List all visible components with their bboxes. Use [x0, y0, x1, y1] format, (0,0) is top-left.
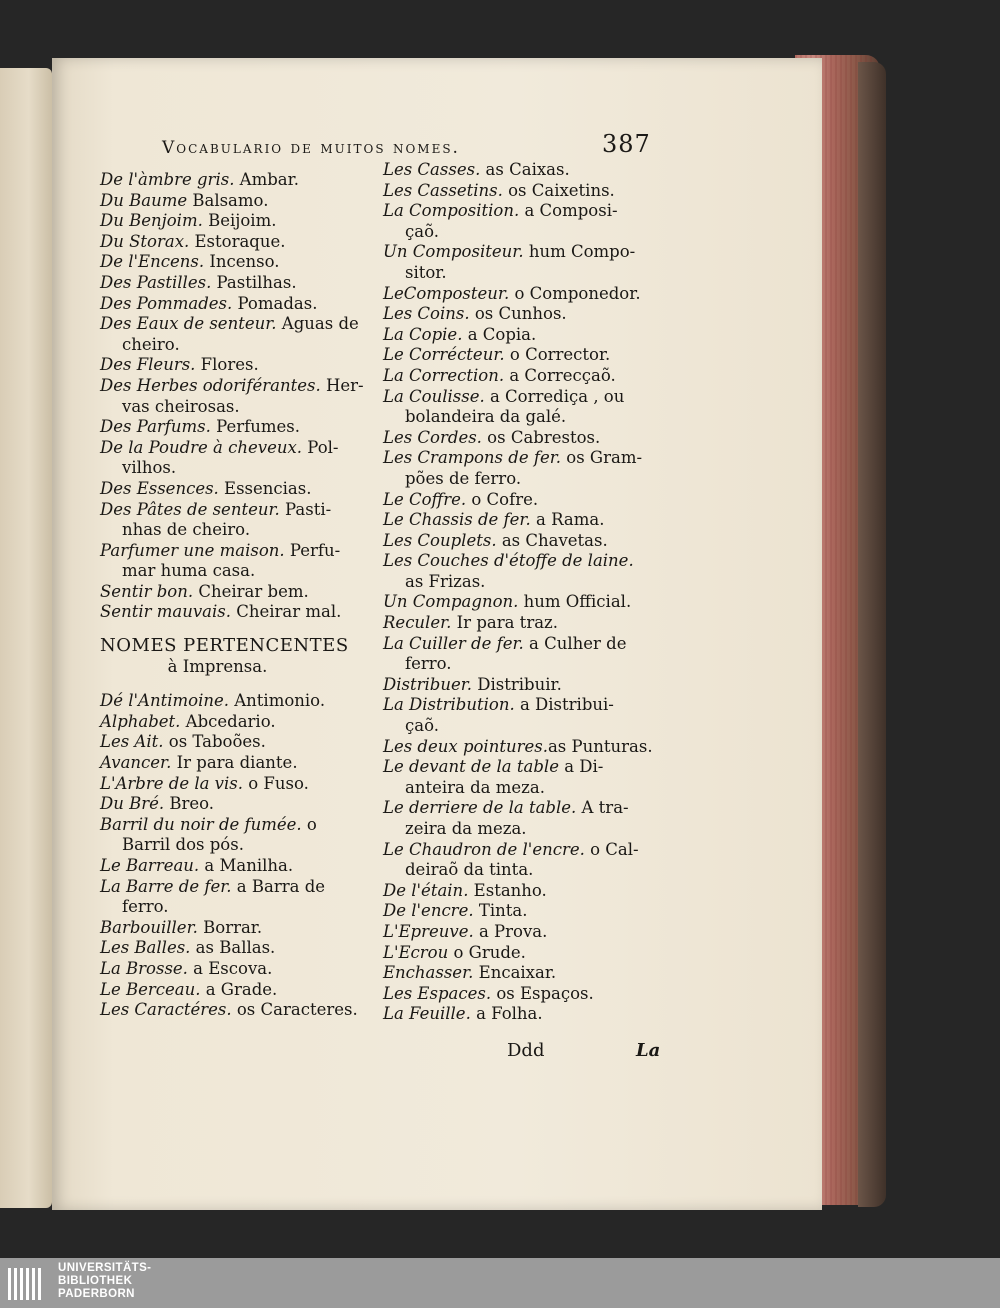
vocab-entry [100, 732, 375, 753]
french-term: Les Couches d'étoffe de laine. [383, 551, 634, 571]
french-term: La Distribution. [383, 695, 515, 715]
french-term: De l'àmbre gris. [100, 170, 235, 189]
vocab-entry [383, 201, 666, 242]
portuguese-term: as Ballas. [190, 938, 276, 958]
vocab-entry [383, 613, 666, 634]
french-term: L'Ecrou [383, 942, 449, 962]
french-term: Le Barreau. [100, 856, 200, 875]
french-term: Les Cordes. [383, 427, 482, 447]
portuguese-term: as Punturas. [547, 736, 653, 756]
vocab-entry [100, 376, 375, 417]
entry-continuation: pões de ferro. [405, 468, 522, 488]
vocab-entry [100, 856, 375, 877]
portuguese-term: as Chavetas. [496, 530, 608, 550]
vocab-entry [100, 1000, 375, 1021]
vocab-entry [383, 840, 666, 881]
portuguese-term: Estoraque. [189, 231, 286, 251]
portuguese-term: a Culher de [523, 633, 627, 653]
french-term: Le Chassis de fer. [383, 510, 531, 530]
right-entries [383, 160, 666, 1025]
portuguese-term: as Caixas. [480, 160, 570, 179]
portuguese-term: Breo. [164, 794, 215, 814]
portuguese-term: a Corrediça , ou [484, 386, 625, 406]
vocab-entry [383, 325, 666, 346]
portuguese-term: a Barra de [231, 876, 326, 896]
vocab-entry [383, 634, 666, 675]
portuguese-term: o Corrector. [504, 345, 611, 365]
vocab-entry [383, 798, 666, 839]
vocab-entry [100, 712, 375, 733]
entry-continuation: nhas de cheiro. [122, 520, 251, 540]
french-term: La Copie. [383, 324, 463, 344]
portuguese-term: Ir para traz. [451, 613, 558, 633]
french-term: La Barre de fer. [100, 876, 232, 896]
entry-continuation: sitor. [405, 262, 447, 282]
french-term: La Composition. [383, 201, 520, 221]
portuguese-term: a Grade. [200, 979, 278, 999]
french-term: Les Cassetins. [383, 180, 503, 200]
entry-continuation: vilhos. [122, 458, 177, 478]
portuguese-term: o Cofre. [466, 489, 539, 509]
vocab-entry [383, 675, 666, 696]
french-term: Le Berceau. [100, 979, 201, 999]
french-term: Les Casses. [383, 160, 481, 179]
vocab-entry [100, 959, 375, 980]
portuguese-term: os Cabrestos. [481, 427, 601, 447]
header-title: Vocabulario de muitos nomes. [162, 138, 460, 158]
entry-continuation: çaõ. [405, 221, 439, 241]
french-term: L'Epreuve. [383, 921, 474, 941]
portuguese-term: Borrar. [197, 917, 263, 937]
library-line-3: PADERBORN [58, 1288, 135, 1300]
vocab-entry [383, 345, 666, 366]
french-term: Des Eaux de senteur. [100, 314, 277, 334]
portuguese-term: Cheirar bem. [193, 581, 309, 601]
portuguese-term: os Taboões. [163, 732, 266, 752]
vocab-entry [383, 963, 666, 984]
section-subheading: à Imprensa. [167, 656, 268, 676]
vocab-entry [383, 366, 666, 387]
portuguese-term: Tinta. [473, 901, 528, 921]
french-term: La Feuille. [383, 1004, 471, 1024]
portuguese-term: a Distribui- [514, 695, 614, 715]
french-term: Des Essences. [100, 478, 219, 498]
portuguese-term: Balsamo. [187, 190, 269, 210]
french-term: Des Parfums. [100, 417, 211, 437]
french-term: Distribuer. [383, 674, 473, 694]
portuguese-term: Her- [320, 375, 364, 395]
vocab-entry [100, 918, 375, 939]
french-term: La Coulisse. [383, 386, 485, 406]
vocab-entry [100, 753, 375, 774]
vocab-entry [100, 479, 375, 500]
vocab-entry [100, 273, 375, 294]
french-term: Du Storax. [100, 231, 190, 251]
vocab-entry [383, 592, 666, 613]
vocab-entry [383, 1004, 666, 1025]
french-term: Des Herbes odoriférantes. [100, 375, 321, 395]
french-term: Le Corrécteur. [383, 345, 505, 365]
portuguese-term: Incenso. [204, 252, 280, 272]
right-column [383, 160, 666, 1025]
portuguese-term: a Prova. [473, 921, 548, 941]
portuguese-term: Pasti- [279, 499, 332, 519]
portuguese-term: o [301, 814, 317, 834]
vocab-entry [383, 448, 666, 489]
portuguese-term: Perfumes. [210, 417, 301, 437]
entry-continuation: anteira da meza. [405, 777, 545, 797]
entry-continuation: bolandeira da galé. [405, 407, 567, 427]
vocab-entry [100, 355, 375, 376]
portuguese-term: os Caixetins. [502, 180, 615, 200]
portuguese-term: a Copia. [462, 324, 537, 344]
vocab-entry [100, 191, 375, 212]
vocab-entry [100, 541, 375, 582]
french-term: Les Couplets. [383, 530, 497, 550]
french-term: Avancer. [100, 753, 172, 773]
french-term: Les Espaces. [383, 983, 492, 1003]
portuguese-term: Pastilhas. [211, 272, 297, 292]
french-term: Le devant de la table [383, 757, 559, 777]
vocab-entry [100, 877, 375, 918]
left-column [100, 170, 375, 1021]
entry-continuation: vas cheirosas. [122, 396, 240, 416]
french-term: Un Compagnon. [383, 592, 519, 612]
vocab-entry [383, 881, 666, 902]
signature-mark: Ddd [507, 1040, 545, 1061]
french-term: La Correction. [383, 365, 505, 385]
french-term: La Brosse. [100, 958, 188, 978]
left-entries-bottom [100, 691, 375, 1021]
french-term: Du Benjoim. [100, 211, 203, 231]
portuguese-term: o Componedor. [509, 283, 641, 303]
portuguese-term: hum Official. [518, 592, 632, 612]
vocab-entry [383, 943, 666, 964]
french-term: Les Balles. [100, 938, 191, 958]
french-term: Sentir bon. [100, 581, 194, 601]
vocab-entry [100, 170, 375, 191]
section-heading: NOMES PERTENCENTES [100, 635, 349, 657]
page-number: 387 [602, 130, 651, 158]
portuguese-term: hum Compo- [523, 242, 636, 262]
vocab-entry [100, 438, 375, 479]
vocab-entry [383, 387, 666, 428]
vocab-entry [383, 160, 666, 181]
portuguese-term: o Cal- [584, 839, 639, 859]
vocab-entry [100, 211, 375, 232]
portuguese-term: a Rama. [530, 510, 605, 530]
french-term: Du Baume [100, 190, 188, 210]
french-term: Le derriere de la table. [383, 798, 577, 818]
vocab-entry [383, 510, 666, 531]
french-term: De l'encre. [383, 901, 474, 921]
portuguese-term: a Composi- [519, 201, 618, 221]
portuguese-term: Essencias. [218, 478, 312, 498]
left-entries-top [100, 170, 375, 623]
vocab-entry [383, 304, 666, 325]
french-term: De la Poudre à cheveux. [100, 437, 303, 457]
previous-page-edge [0, 68, 52, 1208]
french-term: Dé l'Antimoine. [100, 691, 229, 711]
entry-continuation: ferro. [405, 654, 452, 674]
vocab-entry [100, 294, 375, 315]
portuguese-term: a Di- [558, 757, 604, 777]
portuguese-term: o Grude. [448, 942, 526, 962]
french-term: Les Crampons de fer. [383, 448, 562, 468]
portuguese-term: Abcedario. [180, 711, 276, 731]
vocab-entry [100, 938, 375, 959]
vocab-entry [383, 901, 666, 922]
vocab-entry [100, 815, 375, 856]
vocab-entry [383, 757, 666, 798]
portuguese-term: Encaixar. [473, 963, 557, 983]
portuguese-term: Distribuir. [472, 674, 562, 694]
portuguese-term: a Escova. [187, 958, 273, 978]
french-term: Le Chaudron de l'encre. [383, 839, 585, 859]
entry-continuation: zeira da meza. [405, 819, 527, 838]
french-term: Les Coins. [383, 304, 470, 324]
french-term: Alphabet. [100, 711, 181, 731]
portuguese-term: Perfu- [284, 540, 341, 560]
french-term: Des Pommades. [100, 293, 233, 313]
portuguese-term: os Caracteres. [231, 1000, 358, 1020]
vocab-entry [100, 980, 375, 1001]
portuguese-term: Estanho. [468, 880, 547, 900]
library-line-2: BIBLIOTHEK [58, 1275, 133, 1287]
vocab-entry [383, 490, 666, 511]
library-line-1: UNIVERSITÄTS- [58, 1262, 152, 1274]
vocab-entry [100, 774, 375, 795]
vocab-entry [383, 922, 666, 943]
portuguese-term: Ir para diante. [171, 753, 298, 773]
portuguese-term: a Manilha. [199, 856, 294, 875]
french-term: Enchasser. [383, 963, 474, 983]
french-term: Les deux pointures. [383, 736, 548, 756]
french-term: De l'étain. [383, 880, 469, 900]
french-term: Parfumer une maison. [100, 540, 285, 560]
portuguese-term: Cheirar mal. [231, 602, 342, 622]
french-term: La Cuiller de fer. [383, 633, 524, 653]
french-term: Sentir mauvais. [100, 602, 231, 622]
vocab-entry [100, 314, 375, 355]
french-term: De l'Encens. [100, 252, 205, 272]
french-term: Les Ait. [100, 732, 164, 752]
library-footer [0, 1258, 1000, 1308]
portuguese-term: Flores. [195, 355, 259, 375]
portuguese-term: os Espaços. [491, 983, 594, 1003]
vocab-entry [383, 531, 666, 552]
vocab-entry [100, 500, 375, 541]
vocab-entry [100, 252, 375, 273]
library-logo-icon [8, 1264, 48, 1304]
french-term: Un Compositeur. [383, 242, 524, 262]
book-cover-edge [858, 62, 886, 1207]
french-term: Des Pâtes de senteur. [100, 499, 280, 519]
portuguese-term: Beijoim. [202, 211, 277, 231]
portuguese-term: os Cunhos. [469, 304, 567, 324]
portuguese-term: Pomadas. [232, 293, 318, 313]
french-term: Reculer. [383, 613, 452, 633]
vocab-entry [100, 602, 375, 623]
portuguese-term: a Correcçaõ. [504, 365, 616, 385]
portuguese-term: A tra- [576, 798, 629, 818]
vocab-entry [100, 417, 375, 438]
french-term: Barril du noir de fumée. [100, 814, 302, 834]
vocab-entry [100, 582, 375, 603]
entry-continuation: çaõ. [405, 716, 439, 736]
vocab-entry [383, 551, 666, 592]
catchword: La [636, 1040, 661, 1061]
portuguese-term: a Folha. [470, 1004, 543, 1024]
vocab-entry [383, 242, 666, 283]
vocab-entry [383, 428, 666, 449]
portuguese-term: Aguas de [276, 314, 359, 334]
french-term: Des Pastilles. [100, 272, 212, 292]
vocab-entry [383, 181, 666, 202]
portuguese-term: Pol- [302, 437, 339, 457]
portuguese-term: Antimonio. [229, 691, 326, 711]
entry-continuation: ferro. [122, 897, 169, 917]
entry-continuation: cheiro. [122, 334, 180, 354]
french-term: Le Coffre. [383, 489, 467, 509]
entry-continuation: as Frizas. [405, 571, 486, 591]
portuguese-term: o Fuso. [243, 773, 309, 793]
french-term: Du Bré. [100, 794, 165, 814]
vocab-entry [100, 691, 375, 712]
vocab-entry [100, 794, 375, 815]
french-term: Les Caractéres. [100, 1000, 232, 1020]
library-name [58, 1262, 151, 1301]
french-term: Des Fleurs. [100, 355, 196, 375]
portuguese-term: os Gram- [561, 448, 643, 468]
vocab-entry [383, 695, 666, 736]
french-term: LeComposteur. [383, 283, 510, 303]
portuguese-term: Ambar. [234, 170, 299, 189]
entry-continuation: Barril dos pós. [122, 835, 244, 855]
entry-continuation: deiraõ da tinta. [405, 860, 534, 880]
entry-continuation: mar huma casa. [122, 561, 256, 581]
french-term: L'Arbre de la vis. [100, 773, 243, 793]
vocab-entry [383, 284, 666, 305]
french-term: Barbouiller. [100, 917, 198, 937]
vocab-entry [383, 984, 666, 1005]
vocab-entry [383, 737, 666, 758]
vocab-entry [100, 232, 375, 253]
